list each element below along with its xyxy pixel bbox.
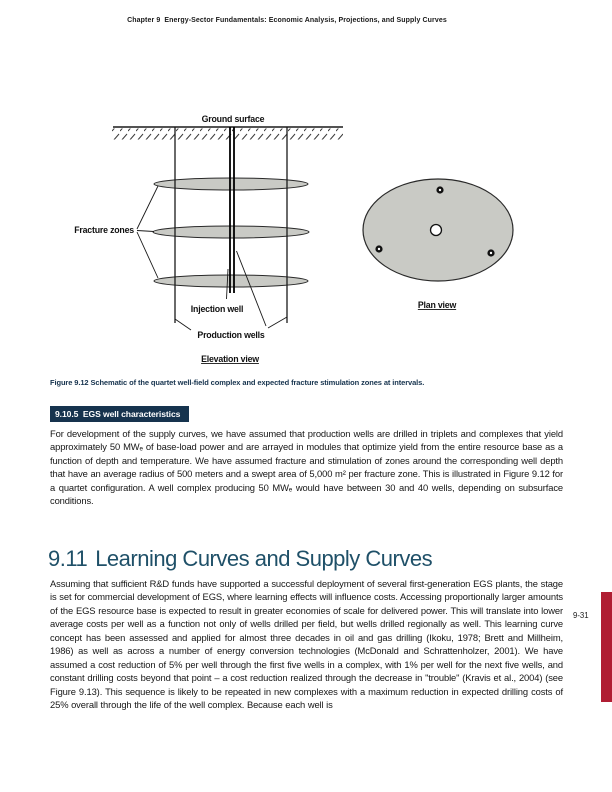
elevation-view-group — [74, 114, 343, 364]
fracture-zone-ellipse-2 — [153, 226, 309, 238]
section-9-11-paragraph: Assuming that sufficient R&D funds have supported a successful deployment of several first-generation EGS plants, the stage is set for commercial development of EGS, where learning effects will influence costs. Accessing proportionally larger amounts of the EGS resource base is expected to result in greater economies of scale for delivered power. This will translate into lower average costs per well as a function not only of wells drilled per field, but wells drilled regionally as well. This learning curve concept has been assessed and applied for almost three decades in oil and gas drilling (Ikoku, 1978; Brett and Millheim, 1986) as well as across a number of energy conversion technologies (McDonald and Schrattenholzer, 2001). We have assumed a cost reduction of 5% per well through the first five wells in a complex, with 1% per well for the next five wells, and constant drilling costs beyond that point – a cost reduction realized through the decrease in "trouble" (Kravis et al., 2004) (see Figure 9.13). This sequence is likely to be repeated in new complexes with a maximum reduction in expected drilling costs of 25% overall through the life of the well complex. Because each well is — [50, 578, 563, 711]
fracture-zone-ellipse-1 — [154, 178, 308, 190]
section-title: Learning Curves and Supply Curves — [95, 546, 433, 571]
section-9-10-5-heading: 9.10.5 EGS well characteristics — [50, 406, 189, 422]
production-wells-label: Production wells — [197, 330, 265, 340]
production-wells-pointer-line-center — [237, 251, 267, 326]
production-wellhead-dot-top — [436, 186, 443, 193]
figure-caption: Figure 9.12 Schematic of the quartet well-field complex and expected fracture stimulation zones at intervals. — [50, 378, 425, 387]
injection-wellhead-circle — [431, 225, 442, 236]
running-header: Chapter 9 Energy-Sector Fundamentals: Economic Analysis, Projections, and Supply Curves — [127, 17, 447, 24]
ground-surface-label: Ground surface — [201, 114, 265, 124]
section-9-11-heading — [48, 547, 588, 571]
ground-hatching — [112, 129, 343, 140]
production-wellhead-dot-left — [375, 245, 382, 252]
fracture-zones-label: Fracture zones — [74, 225, 134, 235]
plan-view-label: Plan view — [417, 300, 457, 310]
elevation-view-label: Elevation view — [201, 354, 259, 364]
figure-9-12-diagram — [0, 90, 612, 380]
production-wells-pointer-line-right — [268, 317, 287, 328]
page-edge-accent-bar — [601, 592, 612, 702]
section-number: 9.11 — [48, 546, 88, 571]
page-number: 9-31 — [573, 611, 589, 620]
production-wells-pointer-line-left — [175, 319, 191, 330]
plan-view-group — [363, 179, 513, 310]
production-wellhead-dot-right — [487, 249, 494, 256]
section-9-10-5-paragraph: For development of the supply curves, we have assumed that production wells are drilled in triplets and complexes that yield approximately 50 MWₑ of base-load power and are arrayed in modules that optimize yield from the entire resource base as a function of depth and temperature. We have assumed fracture and stimulation of zones around the corresponding well depth that have an average radius of 500 meters and a swept area of 5,000 m² per fracture zone. This is illustrated in Figure 9.12 for a quartet configuration. A well complex producing 50 MWₑ would have between 30 and 40 wells, depending on subsurface conditions. — [50, 428, 563, 507]
fracture-zone-ellipse-3 — [154, 275, 308, 287]
injection-well-label: Injection well — [190, 304, 244, 314]
